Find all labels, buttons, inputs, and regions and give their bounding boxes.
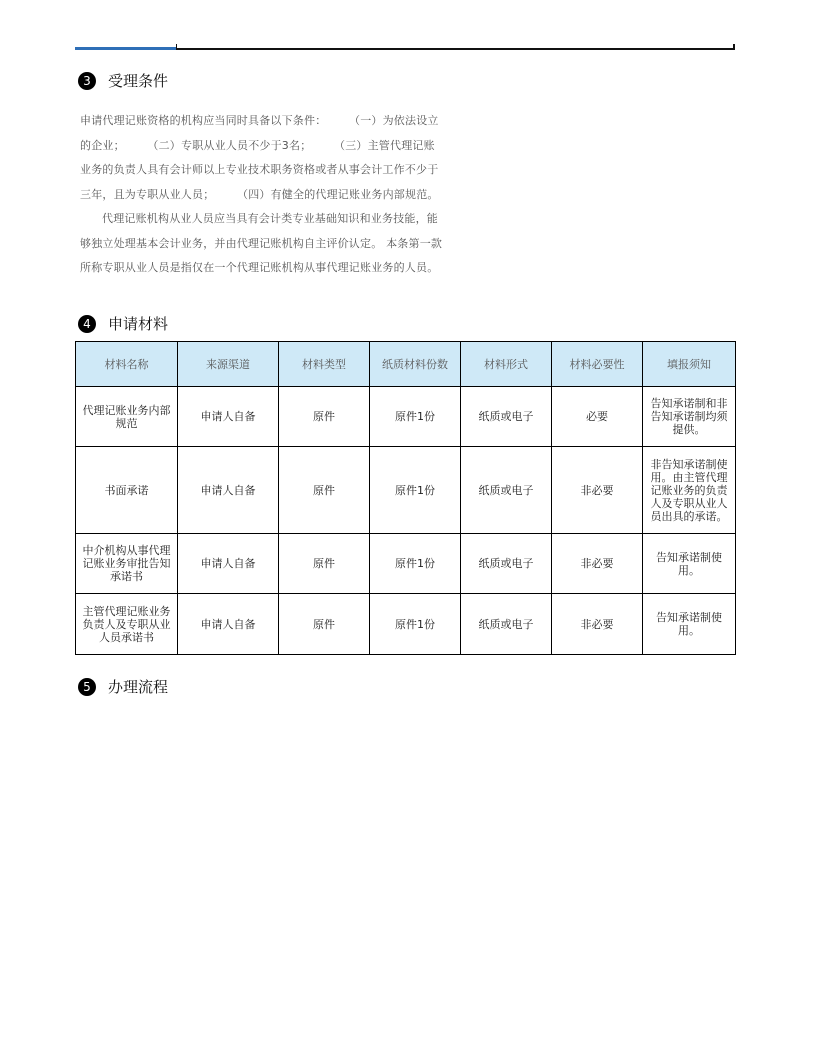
paragraph-line: 业务的负责人具有会计师以上专业技术职务资格或者从事会计工作不少于 — [80, 163, 439, 176]
header-rule-accent — [75, 47, 177, 50]
column-header: 纸质材料份数 — [370, 342, 461, 387]
table-cell: 纸质或电子 — [461, 447, 552, 534]
section-number-badge: 4 — [78, 315, 96, 333]
table-cell: 申请人自备 — [178, 387, 279, 447]
table-cell: 告知承诺制使用。 — [643, 594, 736, 655]
column-header: 材料名称 — [76, 342, 178, 387]
table-cell: 主管代理记账业务负责人及专职从业人员承诺书 — [76, 594, 178, 655]
header-rule-tick — [176, 44, 177, 50]
table-cell: 原件1份 — [370, 594, 461, 655]
column-header: 材料类型 — [279, 342, 370, 387]
table-cell: 申请人自备 — [178, 594, 279, 655]
paragraph-line: 三年，且为专职从业人员； （四）有健全的代理记账业务内部规范。 — [80, 187, 439, 201]
paragraph-line: 的企业； （二）专职从业人员不少于3名； （三）主管代理记账 — [80, 138, 435, 152]
section-title: 办理流程 — [108, 678, 169, 696]
table-cell: 纸质或电子 — [461, 594, 552, 655]
section-title: 申请材料 — [108, 315, 169, 333]
section-title: 受理条件 — [108, 72, 169, 90]
table-cell: 必要 — [552, 387, 643, 447]
column-header: 材料形式 — [461, 342, 552, 387]
materials-table — [75, 341, 736, 655]
section-number-badge: 5 — [78, 678, 96, 696]
table-cell: 申请人自备 — [178, 534, 279, 594]
table-cell: 原件 — [279, 447, 370, 534]
paragraph-line: 够独立处理基本会计业务，并由代理记账机构自主评价认定。 本条第一款 — [80, 236, 443, 250]
paragraph-line: 所称专职从业人员是指仅在一个代理记账机构从事代理记账业务的人员。 — [80, 261, 439, 274]
header-rule-tick — [733, 44, 735, 50]
table-cell: 原件1份 — [370, 387, 461, 447]
table-cell: 申请人自备 — [178, 447, 279, 534]
paragraph-line: 申请代理记账资格的机构应当同时具备以下条件： （一）为依法设立 — [80, 114, 439, 127]
table-cell: 原件1份 — [370, 534, 461, 594]
column-header: 材料必要性 — [552, 342, 643, 387]
section-number-badge: 3 — [78, 72, 96, 90]
section-heading-process — [78, 676, 168, 697]
table-cell: 原件1份 — [370, 447, 461, 534]
table-cell: 非必要 — [552, 447, 643, 534]
table-cell: 纸质或电子 — [461, 387, 552, 447]
column-header: 填报须知 — [643, 342, 736, 387]
table-row — [76, 387, 736, 447]
table-row — [76, 534, 736, 594]
column-header: 来源渠道 — [178, 342, 279, 387]
table-cell: 非必要 — [552, 594, 643, 655]
table-row — [76, 447, 736, 534]
table-cell: 原件 — [279, 387, 370, 447]
table-cell: 非告知承诺制使用。由主管代理记账业务的负责人及专职从业人员出具的承诺。 — [643, 447, 736, 534]
table-header-row — [76, 342, 736, 387]
section-heading-materials — [78, 313, 168, 334]
table-cell: 原件 — [279, 594, 370, 655]
staff-requirement-paragraph — [80, 207, 475, 281]
table-cell: 告知承诺制和非告知承诺制均须提供。 — [643, 387, 736, 447]
table-row — [76, 594, 736, 655]
paragraph-line: 代理记账机构从业人员应当具有会计类专业基础知识和业务技能，能 — [102, 212, 438, 225]
table-cell: 书面承诺 — [76, 447, 178, 534]
section-heading-conditions — [78, 70, 168, 91]
table-cell: 非必要 — [552, 534, 643, 594]
table-cell: 纸质或电子 — [461, 534, 552, 594]
conditions-paragraph — [80, 109, 475, 207]
table-cell: 代理记账业务内部规范 — [76, 387, 178, 447]
table-cell: 中介机构从事代理记账业务审批告知承诺书 — [76, 534, 178, 594]
table-cell: 告知承诺制使用。 — [643, 534, 736, 594]
table-cell: 原件 — [279, 534, 370, 594]
